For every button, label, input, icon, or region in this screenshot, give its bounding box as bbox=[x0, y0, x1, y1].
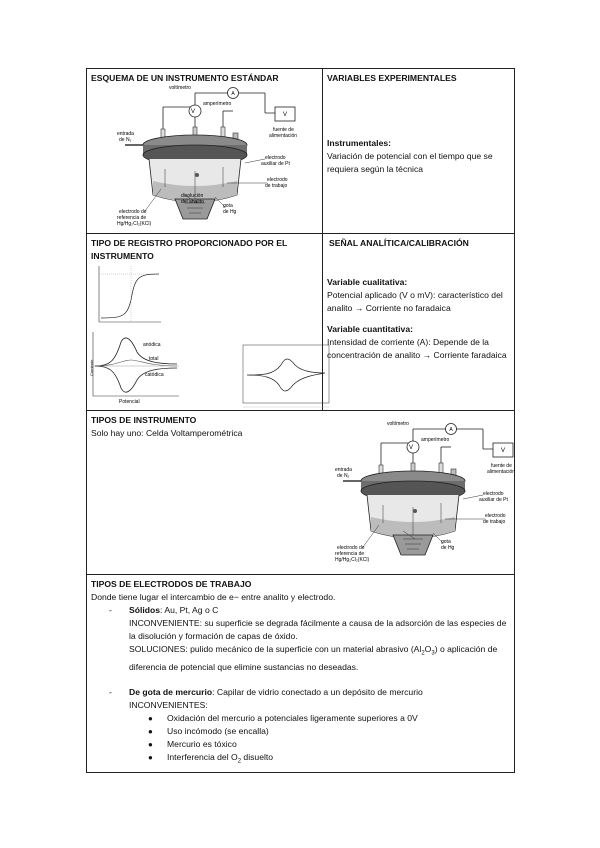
dash-marker-2: - bbox=[109, 686, 112, 697]
voltimetro-label: voltímetro bbox=[169, 85, 191, 91]
referencia-label-2-2: referencia de bbox=[335, 551, 365, 557]
dash-marker: - bbox=[109, 605, 112, 615]
source-symbol-2: V bbox=[500, 448, 506, 454]
electrodo-pt-label-1-2: electrodo bbox=[483, 491, 504, 497]
current-axis-label: Corriente bbox=[89, 359, 94, 376]
cell-electrode-types bbox=[87, 575, 514, 772]
bullet-dot: ● bbox=[148, 726, 153, 736]
referencia-label-3: Hg/Hg₂Cl₂(KCl) bbox=[117, 221, 152, 227]
register-header: TIPO DE REGISTRO PROPORCIONADO POR EL INSTRUMENTO bbox=[91, 238, 288, 261]
instrument-types-header: TIPOS DE INSTRUMENTO bbox=[91, 415, 197, 425]
cell-variables bbox=[323, 69, 514, 233]
electrode-types-header: TIPOS DE ELECTRODOS DE TRABAJO bbox=[91, 579, 252, 589]
entrada-label-1-2: entrada bbox=[335, 467, 352, 473]
gota-label-1-2: gota bbox=[441, 539, 451, 545]
cell-scheme bbox=[87, 69, 323, 233]
bullet-dot: ● bbox=[148, 752, 153, 762]
quant-text: Intensidad de corriente (A): Depende de la concentración de analito → Corriente faradaica bbox=[327, 337, 507, 360]
instrument-diagram bbox=[115, 83, 305, 228]
electrodo-trabajo-label-1-2: electrodo bbox=[485, 513, 506, 519]
bullet-text bbox=[149, 751, 510, 769]
electrodo-pt-label-2: auxiliar de Pt bbox=[261, 161, 290, 167]
gota-label-2: de Hg bbox=[223, 209, 237, 215]
qual-label: Variable cualitativa: bbox=[327, 277, 408, 287]
qual-text: Potencial aplicado (V o mV): característico del analito → Corriente no faradaica bbox=[327, 290, 503, 313]
bullet-item bbox=[91, 725, 510, 738]
cell-signal bbox=[323, 234, 514, 410]
cathodic-curve bbox=[95, 366, 177, 392]
instrumentales-label: Instrumentales: bbox=[327, 138, 391, 148]
bullet-dot: ● bbox=[148, 713, 153, 723]
fuente-label-1-2: fuente de bbox=[491, 463, 512, 469]
solid-text: : Au, Pt, Ag o C bbox=[160, 605, 219, 615]
entrada-label-2-2: de N₂ bbox=[337, 473, 350, 479]
mercury-label: De gota de mercurio bbox=[129, 686, 213, 697]
entrada-label-2: de N₂ bbox=[119, 137, 132, 143]
row-electrode-types bbox=[87, 575, 514, 772]
voltammogram-components-graph bbox=[89, 330, 181, 404]
electrodo-trabajo-label-1: electrodo bbox=[267, 177, 288, 183]
electrodo-pt-label-1: electrodo bbox=[265, 155, 286, 161]
bullet-item bbox=[91, 751, 510, 769]
electrode-intro: Donde tiene lugar el intercambio de e− entre analito y electrodo. bbox=[91, 592, 336, 602]
total-label: total bbox=[149, 356, 159, 362]
sol-sub-2: 2 bbox=[421, 650, 425, 657]
mercury-inconvenientes: INCONVENIENTES: bbox=[129, 699, 208, 710]
instrument-diagram-2 bbox=[333, 419, 523, 564]
polarogram-graph bbox=[93, 264, 163, 326]
instrument-types-text: Solo hay uno: Celda Voltamperométrica bbox=[91, 428, 243, 438]
disolucion-label-2: del analito bbox=[181, 199, 204, 205]
solid-label: Sólidos bbox=[129, 605, 161, 615]
potential-axis-label: Potencial bbox=[119, 399, 140, 404]
sol-sub-3: 3 bbox=[431, 650, 435, 657]
referencia-label-1-2: electrodo de bbox=[337, 545, 365, 551]
ammeter-symbol: A bbox=[231, 91, 235, 97]
scheme-header: ESQUEMA DE UN INSTRUMENTO ESTÁNDAR bbox=[91, 73, 279, 83]
row-instrument-scheme bbox=[87, 69, 514, 234]
entrada-label-1: entrada bbox=[117, 131, 134, 137]
solid-inconveniente: INCONVENIENTE: su superficie se degrada fácilmente a causa de la adsorción de las especies de la disolución y formación de capas de óxido. bbox=[129, 618, 507, 641]
sol-o: O bbox=[424, 644, 432, 654]
quant-label: Variable cuantitativa: bbox=[327, 324, 413, 334]
o2-text-b: disuelto bbox=[241, 751, 274, 762]
amperimetro-label-2: amperímetro bbox=[421, 437, 450, 443]
content-table bbox=[86, 68, 515, 773]
bullet-text: Uso incómodo (se encalla) bbox=[167, 725, 269, 736]
o2-text-a: Interferencia del O bbox=[167, 751, 238, 762]
solid-electrodes-item bbox=[91, 604, 510, 617]
electrodo-trabajo-label-2: de trabajo bbox=[265, 183, 288, 189]
voltimetro-label-2: voltímetro bbox=[387, 421, 409, 427]
row-instrument-types bbox=[87, 411, 514, 575]
total-curve bbox=[95, 360, 177, 366]
sol-text-a: SOLUCIONES: pulido mecánico de la superficie con un material abrasivo (Al bbox=[129, 644, 422, 654]
referencia-label-2: referencia de bbox=[117, 215, 147, 221]
graph3-frame bbox=[243, 345, 329, 403]
referencia-label-1: electrodo de bbox=[119, 209, 147, 215]
source-symbol: V bbox=[282, 112, 288, 118]
gota-label-2-2: de Hg bbox=[441, 545, 455, 551]
bullet-dot: ● bbox=[148, 739, 153, 749]
row-register bbox=[87, 234, 514, 411]
voltmeter-symbol-2: V bbox=[408, 445, 414, 451]
bullet-item bbox=[91, 712, 510, 725]
disolucion-label-1: disolución bbox=[181, 193, 204, 199]
voltmeter-symbol: V bbox=[190, 109, 196, 115]
cell-instrument-types bbox=[87, 411, 514, 574]
anodic-label: anódica bbox=[143, 342, 161, 348]
graph3-curve bbox=[247, 359, 325, 391]
instrumentales-text: Variación de potencial con el tiempo que se requiera según la técnica bbox=[327, 151, 493, 174]
fuente-label-1: fuente de bbox=[273, 127, 294, 133]
electrodo-trabajo-label-2-2: de trabajo bbox=[483, 519, 506, 525]
referencia-label-3-2: Hg/Hg₂Cl₂(KCl) bbox=[335, 557, 370, 563]
ammeter-symbol-2: A bbox=[449, 427, 453, 433]
fuente-label-2: alimentación bbox=[269, 133, 298, 139]
signal-header: SEÑAL ANALÍTICA/CALIBRACIÓN bbox=[329, 238, 469, 248]
sol-text-b: ) o aplicación de diferencia de potencial que elimine sustancias no deseadas. bbox=[129, 644, 498, 672]
variables-header: VARIABLES EXPERIMENTALES bbox=[327, 73, 457, 83]
cyclic-voltammogram-graph bbox=[233, 341, 333, 411]
cathodic-label: catódica bbox=[145, 372, 164, 378]
bullet-text: Mercurio es tóxico bbox=[167, 738, 237, 749]
graph1-curve bbox=[101, 274, 159, 318]
mercury-electrodes-item bbox=[91, 686, 510, 699]
bullet-item bbox=[91, 738, 510, 751]
fuente-label-2-2: alimentación bbox=[487, 469, 516, 475]
amperimetro-label: amperímetro bbox=[203, 101, 232, 107]
gota-label-1: gota bbox=[223, 203, 233, 209]
mercury-text: : Capilar de vidrio conectado a un depósito de mercurio bbox=[212, 686, 423, 697]
o2-sub: 2 bbox=[237, 758, 242, 765]
anodic-curve bbox=[95, 338, 177, 366]
solid-soluciones bbox=[91, 643, 510, 674]
bullet-text: Oxidación del mercurio a potenciales ligeramente superiores a 0V bbox=[167, 712, 418, 723]
electrodo-pt-label-2-2: auxiliar de Pt bbox=[479, 497, 508, 503]
